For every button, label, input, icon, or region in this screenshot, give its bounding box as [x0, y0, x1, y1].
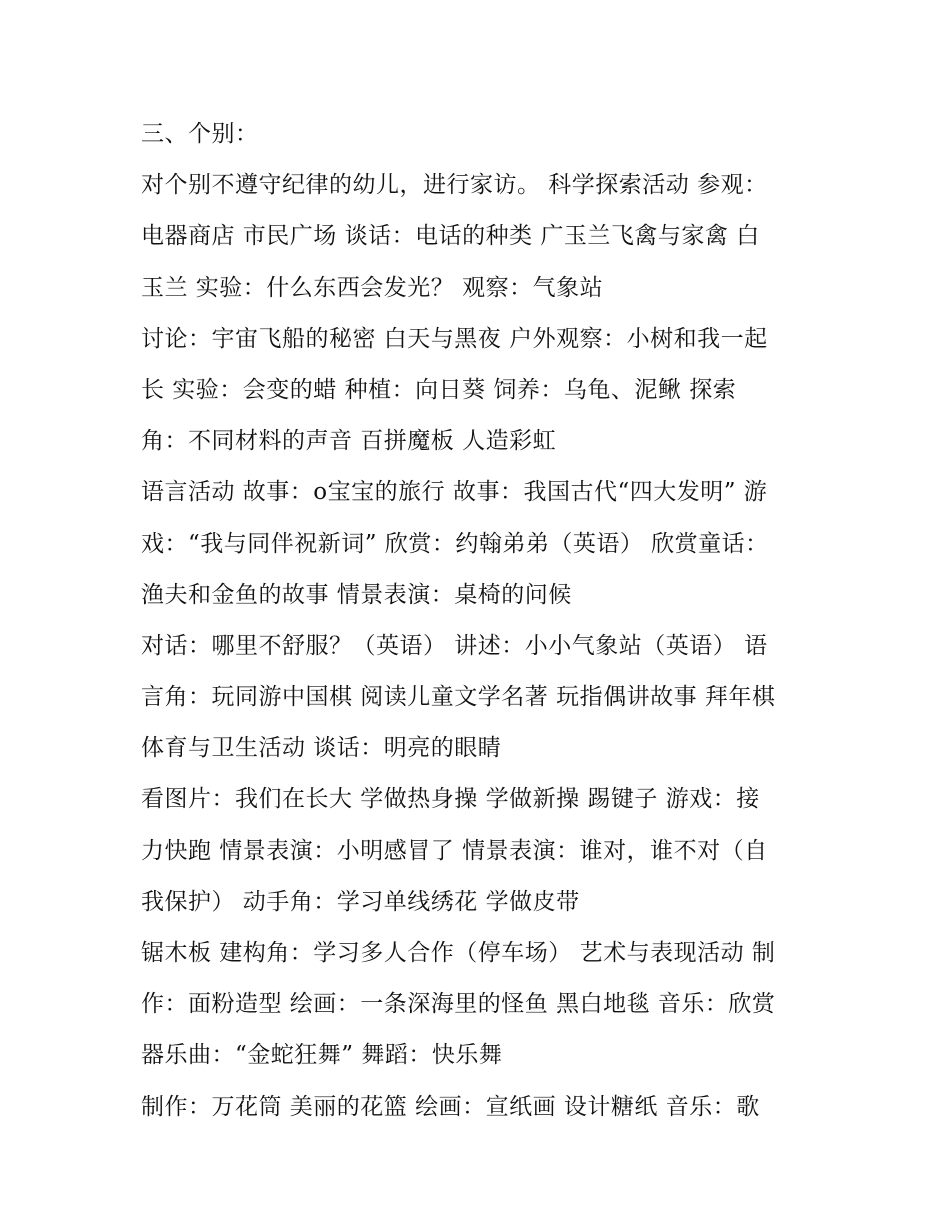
- text-line: 锯木板 建构角：学习多人合作（停车场） 艺术与表现活动 制: [141, 940, 776, 966]
- text-line: 器乐曲：“金蛇狂舞” 舞蹈：快乐舞: [141, 1042, 503, 1069]
- text-line: 讨论：宇宙飞船的秘密 白天与黑夜 户外观察：小树和我一起: [141, 325, 768, 352]
- text-line: 看图片：我们在长大 学做热身操 学做新操 踢键子 游戏：接: [141, 786, 760, 813]
- text-line: 制作：万花筒 美丽的花篮 绘画：宣纸画 设计糖纸 音乐：歌: [141, 1093, 760, 1120]
- section-heading: 三、个别：: [141, 121, 259, 147]
- text-line: 角：不同材料的声音 百拼魔板 人造彩虹: [141, 428, 557, 455]
- text-line: 长 实验：会变的蜡 种植：向日葵 饲养：乌龟、泥鳅 探索: [141, 376, 737, 403]
- text-line: 渔夫和金鱼的故事 情景表演：桌椅的问候: [141, 581, 572, 608]
- text-line: 力快跑 情景表演：小明感冒了 情景表演：谁对，谁不对（自: [141, 837, 768, 864]
- text-line: 言角：玩同游中国棋 阅读儿童文学名著 玩指偶讲故事 拜年棋: [141, 684, 776, 711]
- text-line: 玉兰 实验：什么东西会发光？ 观察：气象站: [141, 274, 604, 301]
- text-line: 作：面粉造型 绘画：一条深海里的怪鱼 黑白地毯 音乐：欣赏: [141, 991, 776, 1018]
- text-line: 电器商店 市民广场 谈话：电话的种类 广玉兰飞禽与家禽 白: [141, 223, 760, 250]
- text-line: 对话：哪里不舒服？（英语） 讲述：小小气象站（英语） 语: [141, 632, 768, 659]
- text-line: 我保护） 动手角：学习单线绣花 学做皮带: [141, 888, 580, 915]
- text-line: 对个别不遵守纪律的幼儿，进行家访。 科学探索活动 参观：: [141, 172, 768, 199]
- text-line: 体育与卫生活动 谈话：明亮的眼睛: [141, 735, 502, 762]
- text-line: 戏：“我与同伴祝新词” 欣赏：约翰弟弟（英语） 欣赏童话：: [141, 530, 769, 557]
- document-body: [141, 109, 821, 1133]
- text-line: 语言活动 故事：o宝宝的旅行 故事：我国古代“四大发明” 游: [141, 479, 768, 506]
